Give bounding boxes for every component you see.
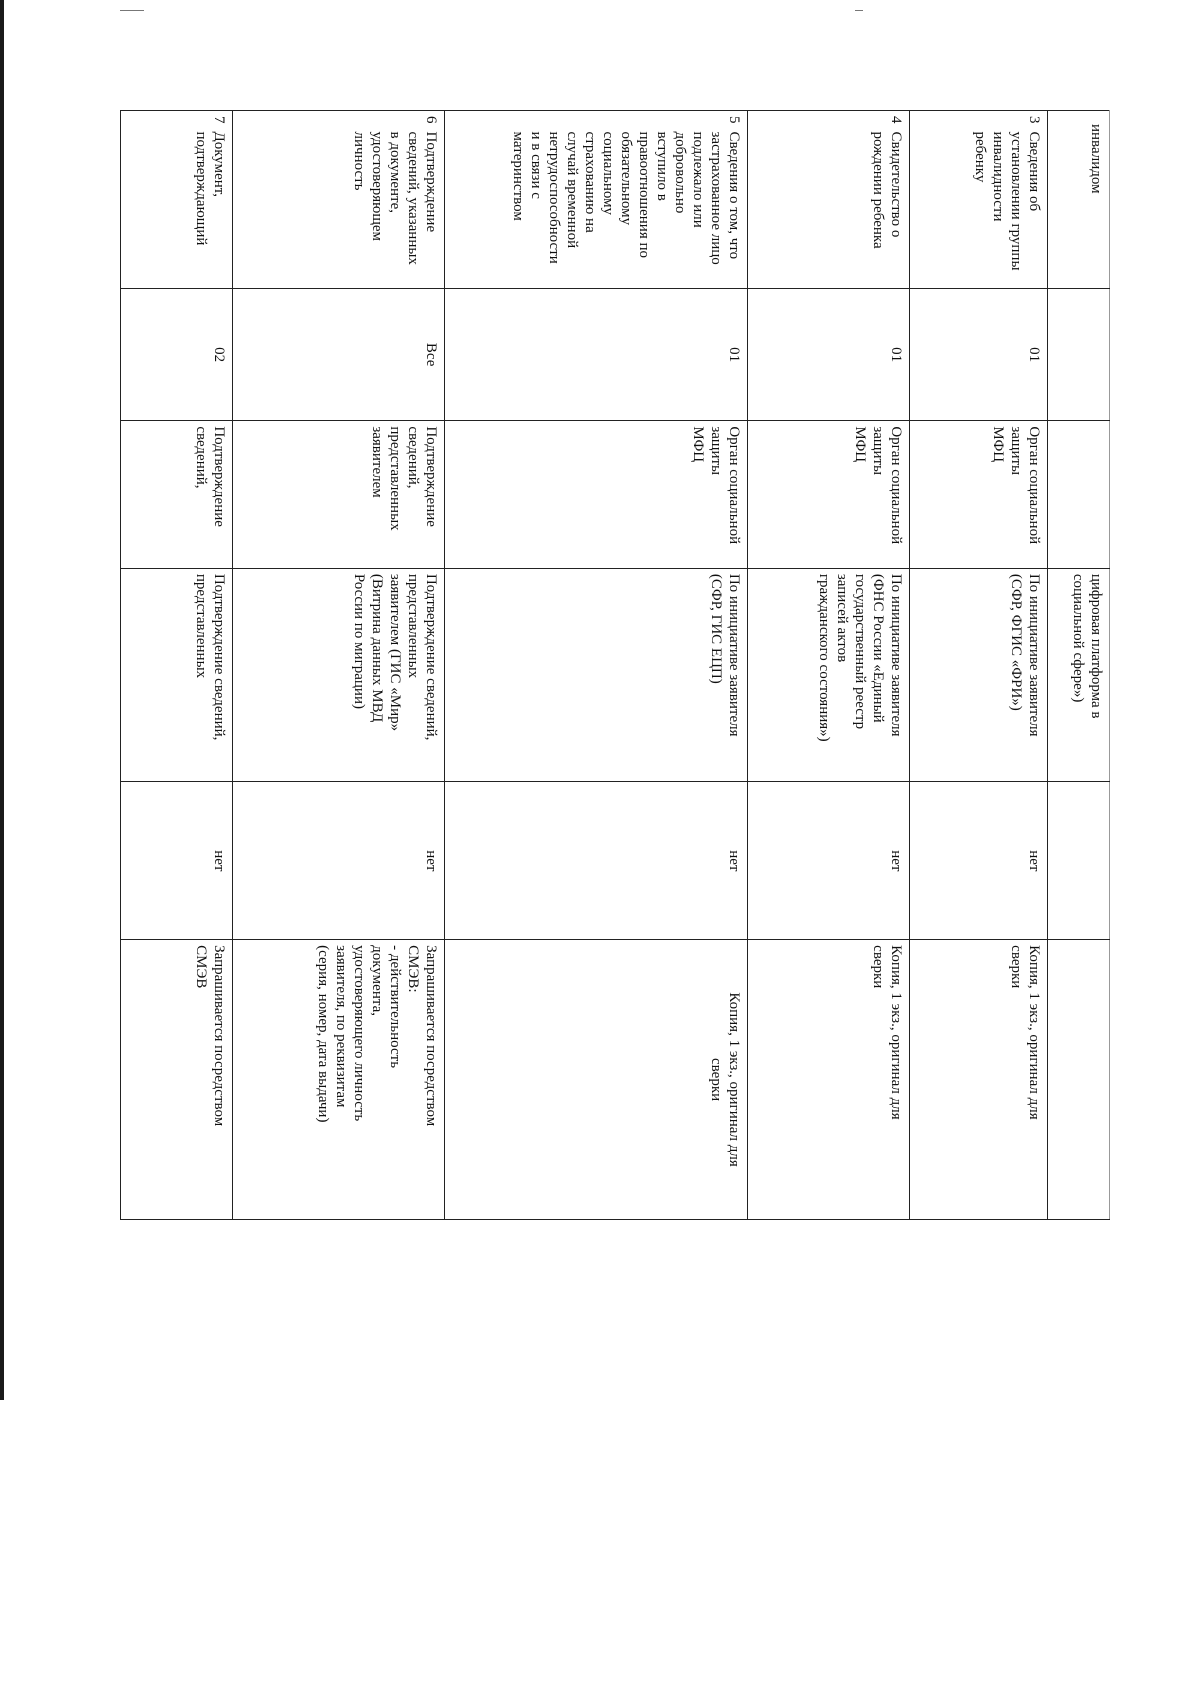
source-cell-line: Подтверждение [211,426,228,527]
document-name-line: Свидетельство о [888,131,905,238]
category-code: 02 [211,347,228,363]
scan-binding-edge [0,0,4,1400]
source-cell-line: Орган социальной [1025,426,1042,545]
source-cell-line: заявителем [369,426,386,498]
request-method-cell-line: По инициативе заявителя [1025,573,1042,737]
category-code-cell [748,289,910,421]
request-method-cell-line: Подтверждение сведений, [423,573,440,741]
note-cell [910,940,1047,1220]
source-cell [121,421,233,569]
note-cell-line: Копия, 1 экз., оригинал для [888,945,905,1120]
note-cell [121,940,233,1220]
automated-value: нет [726,850,743,872]
request-method-cell-line: Подтверждение сведений, [211,573,228,741]
document-name-line: застрахованное лицо [708,131,725,265]
note-cell-line: (серия, номер, дата выдачи) [315,945,332,1123]
category-code-cell [121,289,233,421]
note-cell-line: СМЭВ [193,945,210,989]
document-name-line: социальному [600,131,617,216]
source-cell-line: сведений, [193,426,210,489]
automated-cell [1047,782,1109,940]
note-cell-line: сверки [870,945,887,989]
source-cell-line: МФЦ [989,426,1006,463]
request-method-cell-line: государственный реестр [852,573,869,730]
note-cell-line: - действительность [387,945,404,1069]
scan-mark [855,10,863,11]
table-row [233,111,445,1220]
documents-table [120,110,1110,1220]
request-method-cell [748,568,910,782]
document-name-line: вступило в [654,131,671,201]
automated-value: нет [888,850,905,872]
document-name-line: и в связи с [528,131,545,199]
request-method-cell-line: (СФР, ФГИС «ФРИ») [1007,573,1024,711]
request-method-cell-line: представленных [193,573,210,679]
note-cell-line: СМЭВ: [405,945,422,993]
source-cell-line: Подтверждение [423,426,440,527]
row-number: 6 [423,116,440,124]
document-name-line: Сведения об [1025,131,1042,212]
scan-mark [120,10,144,11]
automated-value: нет [211,850,228,872]
note-cell-line: заявителя, по реквизитам [333,945,350,1108]
request-method-cell [910,568,1047,782]
request-method-cell-line: представленных [405,573,422,679]
request-method-cell [445,568,748,782]
automated-value: нет [1025,850,1042,872]
documents-table-body [121,111,1110,1220]
row-number: 4 [888,116,905,124]
document-name-line: добровольно [672,131,689,214]
source-cell-line: защиты [870,426,887,476]
category-code-cell [233,289,445,421]
request-method-cell-line: По инициативе заявителя [888,573,905,737]
source-cell-line: сведений, [405,426,422,489]
document-name-line: инвалидности [989,131,1006,222]
automated-cell [910,782,1047,940]
document-name-line: обязательному [618,131,635,226]
row-number: 5 [726,116,743,124]
document-name-line: материнством [510,131,527,221]
document-name-line: инвалидом [1088,124,1104,194]
source-cell-line: защиты [1007,426,1024,476]
document-name-cell [233,111,445,289]
request-method-cell-line: (ФНС России «Единый [870,573,887,723]
request-method-cell-line: гражданского состояния») [816,573,833,742]
request-method-cell-line: По инициативе заявителя [726,573,743,737]
note-cell [748,940,910,1220]
document-name-line: подтверждающий [193,131,210,246]
document-name-line: Сведения о том, что [726,131,743,260]
document-name-line: установлении группы [1007,131,1024,271]
document-name-cell [748,111,910,289]
source-cell-line: МФЦ [690,426,707,463]
document-name-line: Документ, [211,131,228,197]
source-cell [910,421,1047,569]
table-row [445,111,748,1220]
note-cell [445,940,748,1220]
request-method-cell-line: заявителем (ГИС «Мир» [387,573,404,732]
document-name-cell [121,111,233,289]
category-code-cell [1047,289,1109,421]
category-code: Все [423,342,440,367]
row-number: 3 [1025,116,1042,124]
document-name-line: страхованию на [582,131,599,233]
request-method-cell [1047,568,1109,782]
request-method-cell-line: России по миграции) [351,573,368,709]
note-cell-line: сверки [1007,945,1024,989]
source-cell [1047,421,1109,569]
category-code: 01 [1025,347,1042,363]
document-name-line: подлежало или [690,131,707,228]
source-cell-line: Орган социальной [888,426,905,545]
automated-cell [748,782,910,940]
document-name-line: Подтверждение [423,131,440,233]
source-cell-line: представленных [387,426,404,531]
note-cell-line: сверки [708,1058,725,1102]
category-code-cell [445,289,748,421]
table-row [121,111,233,1220]
document-name-cell [445,111,748,289]
document-name-line: случай временной [564,131,581,249]
document-name-line: правоотношения по [636,131,653,258]
note-cell-line: Копия, 1 экз., оригинал для [1025,945,1042,1120]
request-method-cell [233,568,445,782]
document-name-line: рождении ребенка [870,131,887,249]
request-method-cell-line: записей актов [834,573,851,663]
row-number: 7 [211,116,228,124]
category-code: 01 [888,347,905,363]
document-name-cell [910,111,1047,289]
document-name-line: в документе, [387,131,404,213]
note-cell [233,940,445,1220]
note-cell-line: Запрашивается посредством [423,945,440,1127]
automated-cell [233,782,445,940]
table-row [1047,111,1109,1220]
note-cell-line: документа, [369,945,386,1017]
source-cell [445,421,748,569]
category-code-cell [910,289,1047,421]
category-code: 01 [726,347,743,363]
source-cell-line: МФЦ [852,426,869,463]
request-method-cell [121,568,233,782]
table-row [748,111,910,1220]
document-page [120,110,1110,1220]
table-row [910,111,1047,1220]
source-cell [233,421,445,569]
document-name-line: ребенку [971,131,988,183]
automated-cell [121,782,233,940]
note-cell-line: Запрашивается посредством [211,945,228,1127]
automated-value: нет [423,850,440,872]
document-name-cell [1047,111,1109,289]
request-method-cell-line: социальной сфере») [1070,573,1086,703]
request-method-cell-line: (Витрина данных МВД [369,573,386,723]
source-cell [748,421,910,569]
note-cell-line: Копия, 1 экз., оригинал для [726,992,743,1167]
note-cell [1047,940,1109,1220]
document-name-line: личность [351,131,368,191]
request-method-cell-line: (СФР, ГИС ЕЦП) [708,573,725,684]
document-name-line: сведений, указанных [405,131,422,265]
request-method-cell-line: цифровая платформа в [1088,573,1104,719]
source-cell-line: Орган социальной [726,426,743,545]
automated-cell [445,782,748,940]
document-name-line: удостоверяющем [369,131,386,242]
source-cell-line: защиты [708,426,725,476]
document-name-line: нетрудоспособности [546,131,563,264]
note-cell-line: удостоверяющего личность [351,945,368,1122]
